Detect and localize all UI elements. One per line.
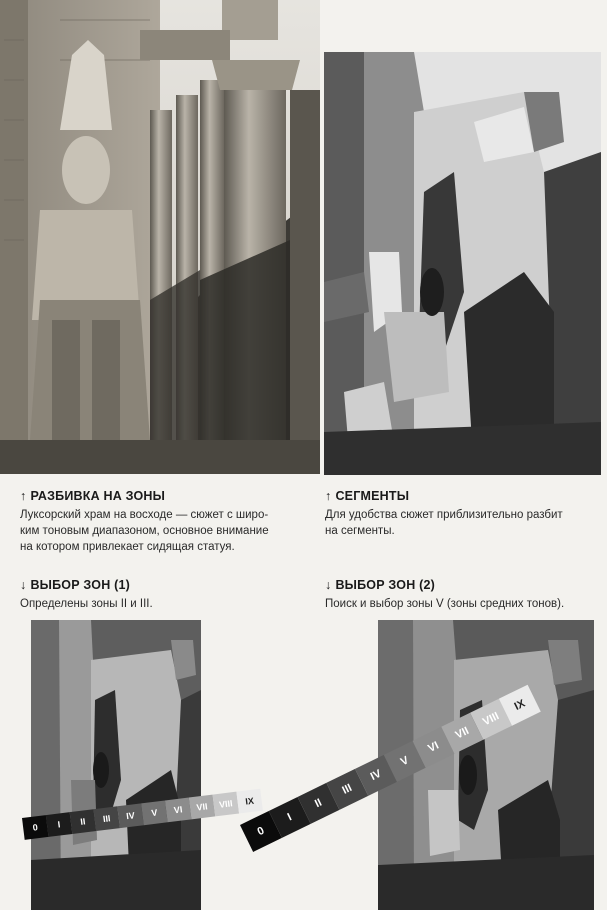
- zone-selection-1-illustration: [31, 620, 201, 910]
- zone-cell-4: IV: [355, 755, 397, 796]
- zone-cell-1: I: [269, 797, 311, 838]
- zone-cell-7: VII: [189, 795, 216, 820]
- temple-photo: [0, 0, 320, 474]
- zone-cell-1: I: [46, 812, 73, 837]
- zone-cell-4: IV: [117, 803, 144, 828]
- caption-select-2-title: ↓ ВЫБОР ЗОН (2): [325, 578, 436, 592]
- zone-cell-5: V: [384, 741, 426, 782]
- zone-cell-2: II: [70, 809, 97, 834]
- caption-select-1-text: Определены зоны II и III.: [20, 598, 153, 610]
- zone-cell-6: VI: [165, 798, 192, 823]
- zone-cell-6: VI: [413, 727, 455, 768]
- caption-zones-text: Луксорский храм на восходе — сюжет с широ- ким тоновым диапазоном, основное внимание на котором привлекает сидящая статуя.: [20, 509, 269, 553]
- caption-segments-title: ↑ СЕГМЕНТЫ: [325, 489, 410, 503]
- zone-cell-2: II: [298, 783, 340, 824]
- caption-zones-title: ↑ РАЗБИВКА НА ЗОНЫ: [20, 489, 166, 503]
- caption-select-1: [20, 578, 310, 612]
- zone-cell-9: IX: [236, 789, 263, 814]
- zone-cell-3: III: [326, 769, 368, 810]
- zone-cell-0: 0: [240, 811, 282, 852]
- caption-segments: [325, 489, 600, 539]
- segments-illustration: [324, 52, 601, 475]
- arrow-down-icon: ↓: [20, 578, 27, 592]
- zone-cell-9: IX: [499, 685, 541, 726]
- caption-select-1-title: ↓ ВЫБОР ЗОН (1): [20, 578, 131, 592]
- zone-cell-7: VII: [441, 713, 483, 754]
- zone-cell-8: VIII: [213, 792, 240, 817]
- caption-segments-text: Для удобства сюжет приблизительно разбит на сегменты.: [325, 509, 563, 537]
- zone-cell-3: III: [93, 806, 120, 831]
- caption-select-2: [325, 578, 605, 612]
- caption-select-2-text: Поиск и выбор зоны V (зоны средних тонов).: [325, 598, 565, 610]
- arrow-up-icon: ↑: [325, 489, 332, 503]
- arrow-up-icon: ↑: [20, 489, 27, 503]
- arrow-down-icon: ↓: [325, 578, 332, 592]
- zone-cell-5: V: [141, 800, 168, 825]
- zone-cell-0: 0: [22, 815, 49, 840]
- zone-cell-8: VIII: [470, 699, 512, 740]
- caption-zones: [20, 489, 310, 555]
